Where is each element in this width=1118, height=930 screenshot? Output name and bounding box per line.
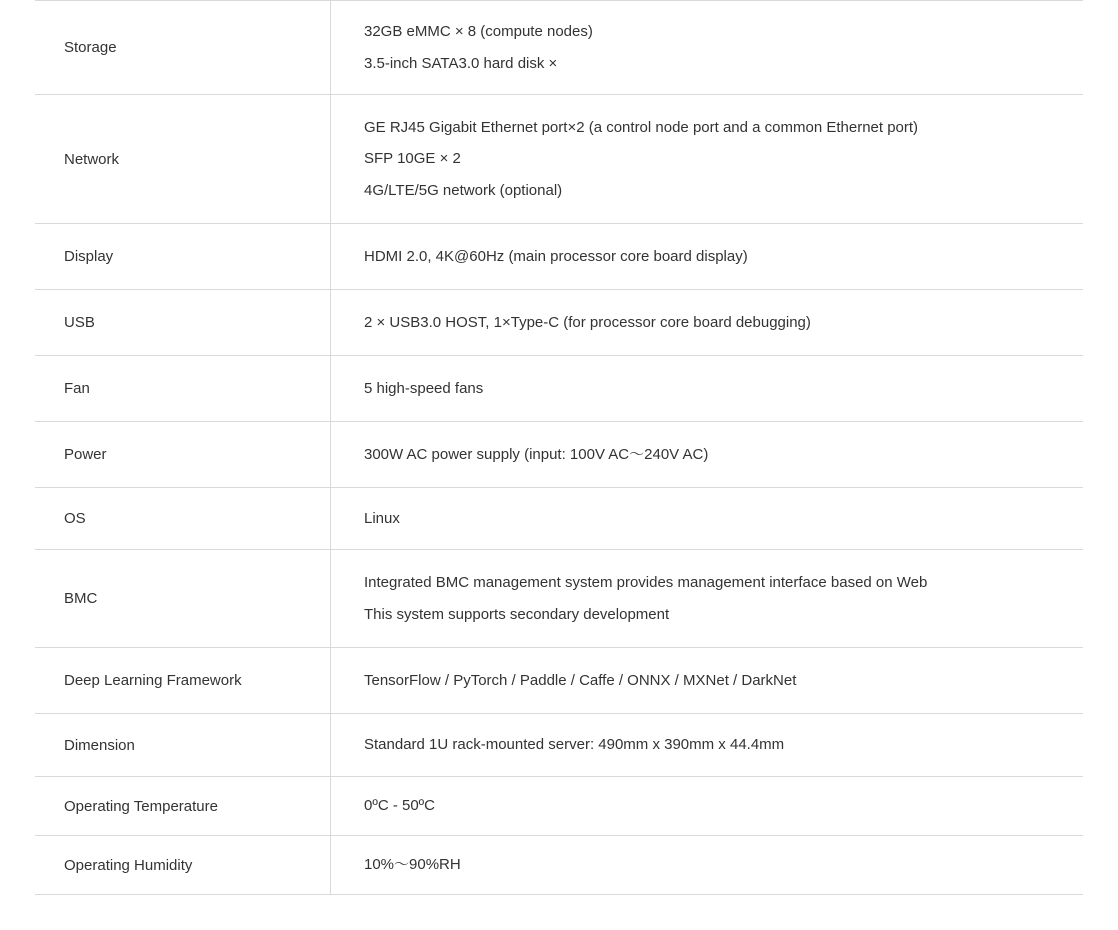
row-label: Storage [35,1,331,95]
row-label: USB [35,290,331,356]
table-row [35,356,1083,422]
row-label: BMC [35,550,331,648]
value-line: 0ºC - 50ºC [364,797,435,815]
row-label: OS [35,488,331,550]
spec-table [35,0,1083,895]
table-row [35,836,1083,895]
row-label: Fan [35,356,331,422]
value-line: GE RJ45 Gigabit Ethernet port×2 (a control node port and a common Ethernet port) [364,118,919,136]
row-label: Operating Temperature [35,777,331,836]
row-value [331,648,1084,714]
value-line: This system supports secondary development [364,605,670,623]
value-line: 10%～90%RH [364,856,461,874]
value-line: Integrated BMC management system provides management interface based on Web [364,574,928,591]
row-value [331,1,1084,95]
table-row [35,290,1083,356]
row-label: Power [35,422,331,488]
value-line: 32GB eMMC × 8 (compute nodes) [364,23,593,40]
row-value [331,290,1084,356]
value-line: TensorFlow / PyTorch / Paddle / Caffe / ONNX / MXNet / DarkNet [364,671,797,689]
row-label: Dimension [35,714,331,777]
value-line: 3.5-inch SATA3.0 hard disk × [364,54,558,72]
row-label: Network [35,95,331,224]
row-value [331,95,1084,224]
value-line: HDMI 2.0, 4K@60Hz (main processor core board display) [364,247,748,265]
table-row [35,95,1083,224]
table-row [35,422,1083,488]
row-value [331,777,1084,836]
table-row [35,488,1083,550]
row-label: Display [35,224,331,290]
row-value [331,550,1084,648]
row-value [331,714,1084,777]
table-row [35,648,1083,714]
value-line: SFP 10GE × 2 [364,150,461,168]
value-line: 300W AC power supply (input: 100V AC～240V AC) [364,445,709,463]
row-value [331,422,1084,488]
value-line: 2 × USB3.0 HOST, 1×Type-C (for processor core board debugging) [364,313,811,331]
value-line: Linux [364,509,400,527]
row-value [331,836,1084,895]
value-line: 5 high-speed fans [364,379,484,397]
table-row [35,1,1083,95]
row-label: Operating Humidity [35,836,331,895]
value-line: Standard 1U rack-mounted server: 490mm x 390mm x 44.4mm [364,736,785,754]
row-value [331,356,1084,422]
table-row [35,550,1083,648]
value-line: 4G/LTE/5G network (optional) [364,181,563,199]
row-label: Deep Learning Framework [35,648,331,714]
table-row [35,224,1083,290]
row-value [331,224,1084,290]
table-row [35,777,1083,836]
row-value [331,488,1084,550]
table-row [35,714,1083,777]
